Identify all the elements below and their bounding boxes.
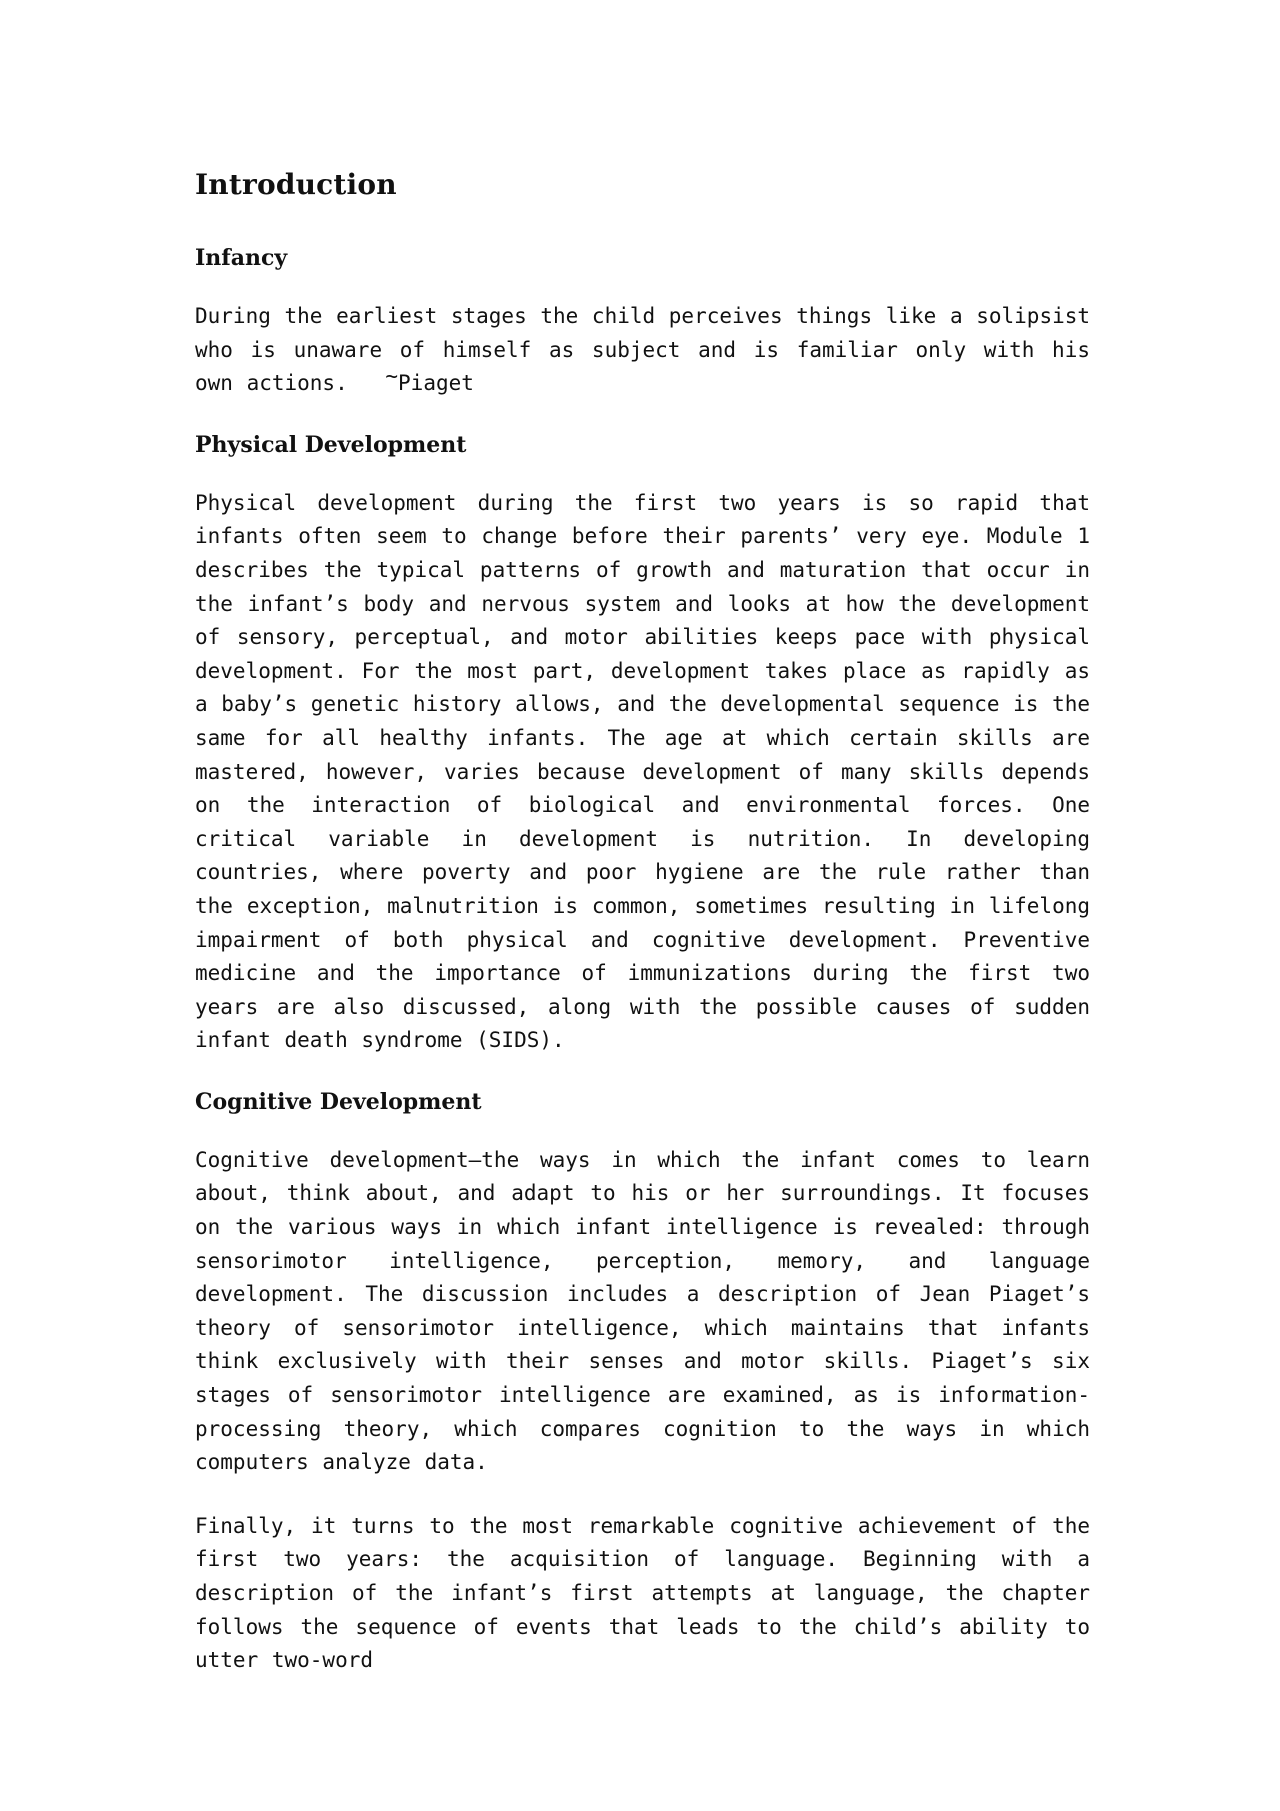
paragraph-cognitive-development-1: Cognitive development—the ways in which the infant comes to learn about, think about, and adapt to his or her surroundings. It focuses on the various ways in which infant intelligence is revealed: through sensorimotor intelligence, perception, memory, and language development. The discussion includes a description of Jean Piaget’s theory of sensorimotor intelligence, which maintains that infants think exclusively with their senses and motor skills. Piaget’s six stages of sensorimotor intelligence are examined, as is information-processing theory, which compares cognition to the ways in which computers analyze data. (195, 1147, 1090, 1475)
epigraph-quote (195, 300, 1090, 401)
section-heading-physical-development: Physical Development (195, 431, 467, 458)
section-heading-infancy: Infancy (195, 245, 288, 271)
epigraph-attribution (385, 364, 474, 396)
page-title: Introduction (195, 168, 397, 201)
epigraph-tilde: ~ (385, 364, 399, 389)
epigraph-author: Piaget (398, 371, 474, 396)
section-heading-cognitive-development: Cognitive Development (195, 1088, 482, 1115)
document-body (195, 168, 1090, 1708)
paragraph-physical-development: Physical development during the first two years is so rapid that infants often seem to change before their parents’ very eye. Module 1 describes the typical patterns of growth and maturation that occur in the infant’s body and nervous system and looks at how the development of sensory, perceptual, and motor abilities keeps pace with physical development. For the most part, development takes place as rapidly as a baby’s genetic history allows, and the developmental sequence is the same for all healthy infants. The age at which certain skills are mastered, however, varies because development of many skills depends on the interaction of biological and environmental forces. One critical variable in development is nutrition. In developing countries, where poverty and poor hygiene are the rule rather than the exception, malnutrition is common, sometimes resulting in lifelong impairment of both physical and cognitive development. Preventive medicine and the importance of immunizations during the first two years are also discussed, along with the possible causes of sudden infant death syndrome (SIDS). (195, 490, 1091, 1053)
epigraph-text: During the earliest stages the child perceives things like a solipsist who is unaware of himself as subject and is familiar only with his own actions. (195, 304, 1091, 396)
paragraph-cognitive-development-2: Finally, it turns to the most remarkable cognitive achievement of the first two years: the acquisition of language. Beginning with a description of the infant’s first attempts at language, the chapter follows the sequence of events that leads to the child’s ability to utter two-word (195, 1513, 1090, 1673)
